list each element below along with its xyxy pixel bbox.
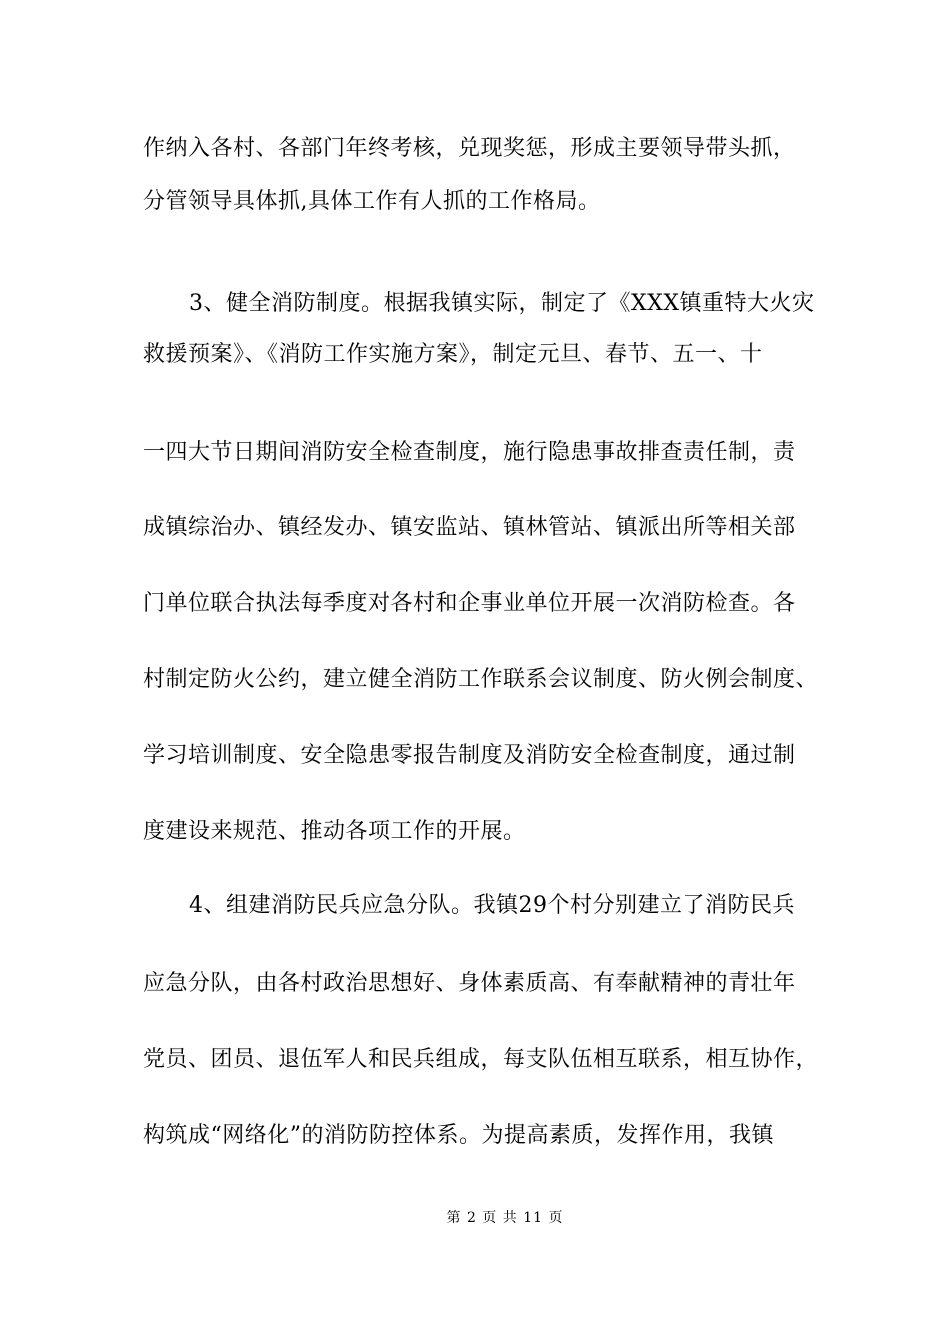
paragraph-line: 一四大节日期间消防安全检查制度，施行隐患事故排查责任制，责 <box>143 440 796 465</box>
paragraph-line: 门单位联合执法每季度对各村和企事业单位开展一次消防检查。各 <box>143 591 796 616</box>
paragraph-line: 分管领导具体抓,具体工作有人抓的工作格局。 <box>143 189 601 214</box>
page-number-footer: 第 2 页 共 11 页 <box>446 1210 564 1226</box>
paragraph-line: 应急分队，由各村政治思想好、身体素质高、有奉献精神的青壮年 <box>143 971 796 996</box>
paragraph-line: 成镇综治办、镇经发办、镇安监站、镇林管站、镇派出所等相关部 <box>143 515 796 540</box>
paragraph-line: 学习培训制度、安全隐患零报告制度及消防安全检查制度，通过制 <box>143 743 796 768</box>
paragraph-line: 构筑成“网络化”的消防防控体系。为提高素质，发挥作用，我镇 <box>143 1123 774 1148</box>
paragraph-line: 救援预案》、《消防工作实施方案》，制定元旦、春节、五一、十 <box>143 342 763 367</box>
paragraph-line: 党员、团员、退伍军人和民兵组成，每支队伍相互联系，相互协作， <box>143 1047 819 1072</box>
paragraph-line: 村制定防火公约，建立健全消防工作联系会议制度、防火例会制度、 <box>143 667 819 692</box>
paragraph-line: 度建设来规范、推动各项工作的开展。 <box>143 819 526 844</box>
paragraph-line: 3、健全消防制度。根据我镇实际，制定了《XXX镇重特大火灾 <box>189 291 815 316</box>
paragraph-line: 作纳入各村、各部门年终考核，兑现奖惩，形成主要领导带头抓， <box>143 136 796 161</box>
paragraph-line: 4、组建消防民兵应急分队。我镇29个村分别建立了消防民兵 <box>189 893 795 918</box>
